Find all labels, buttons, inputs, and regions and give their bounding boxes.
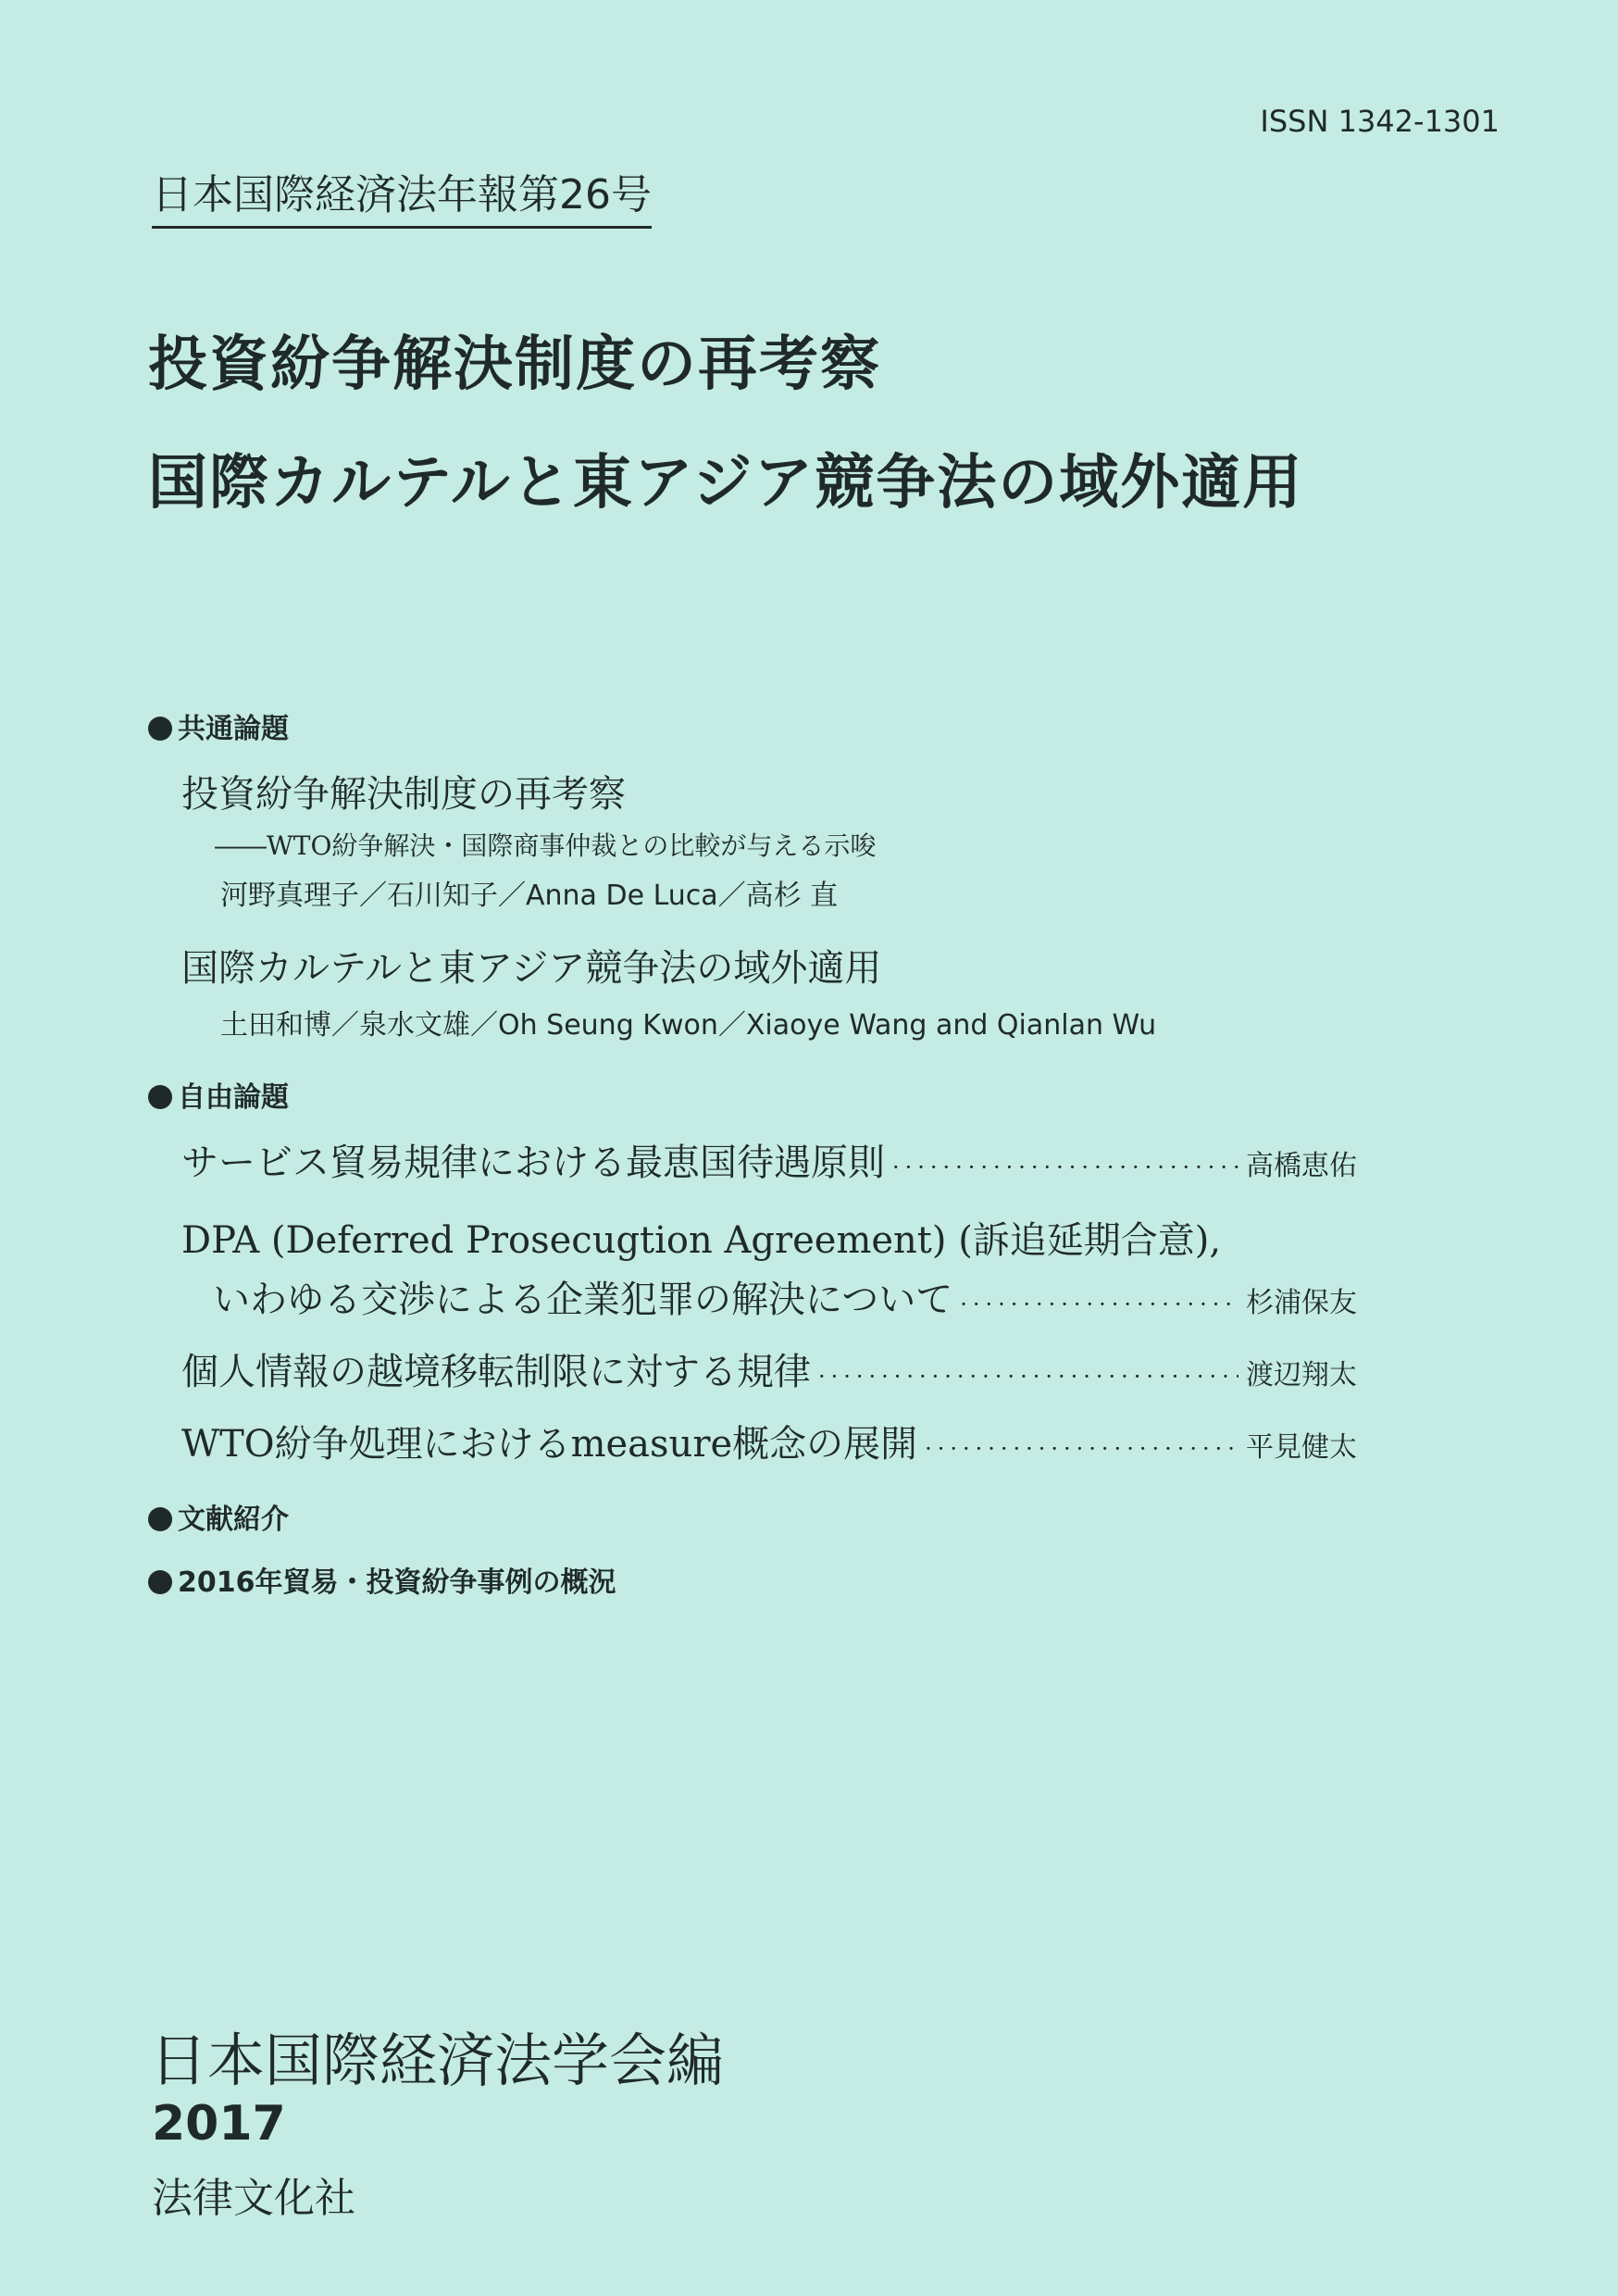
press-name: 法律文化社 xyxy=(152,2175,355,2222)
entry-title: サービス貿易規律における最恵国待遇原則 xyxy=(181,1142,885,1184)
publisher-editor: 日本国際経済法学会編 xyxy=(150,2027,725,2094)
entry-author: 渡辺翔太 xyxy=(1246,1359,1357,1391)
dot-leader xyxy=(925,1436,1238,1462)
section-label: 文献紹介 xyxy=(178,1504,289,1536)
publication-year: 2017 xyxy=(152,2096,286,2152)
main-title-2: 国際カルテルと東アジア競争法の域外適用 xyxy=(148,448,1304,518)
entry-title: WTO紛争処理におけるmeasure概念の展開 xyxy=(181,1423,918,1466)
common-topic-title: 国際カルテルと東アジア競争法の域外適用 xyxy=(181,947,882,990)
dot-leader xyxy=(818,1364,1238,1390)
section-common-topics xyxy=(148,705,289,746)
bullet-icon xyxy=(148,1570,172,1594)
section-label: 2016年貿易・投資紛争事例の概況 xyxy=(178,1566,616,1599)
section-label: 自由論題 xyxy=(178,1081,289,1114)
common-topic-title: 投資紛争解決制度の再考察 xyxy=(181,773,626,816)
entry-title: 個人情報の越境移転制限に対する規律 xyxy=(181,1351,811,1393)
series-title: 日本国際経済法年報第26号 xyxy=(152,161,652,229)
main-title-1: 投資紛争解決制度の再考察 xyxy=(148,330,881,399)
entry-author: 杉浦保友 xyxy=(1246,1287,1357,1319)
common-topic-authors: 土田和博／泉水文雄／Oh Seung Kwon／Xiaoye Wang and Qianlan Wu xyxy=(220,1009,1157,1042)
entry-title-line1: DPA (Deferred Prosecugtion Agreement) (訴追延期合意), xyxy=(181,1219,1222,1262)
issn: ISSN 1342-1301 xyxy=(1260,104,1500,139)
free-topic-entry xyxy=(181,1133,1357,1186)
entry-title: いわゆる交渉による企業犯罪の解決について xyxy=(213,1279,953,1321)
dot-leader xyxy=(892,1154,1238,1180)
free-topic-entry xyxy=(213,1270,1357,1323)
free-topic-entry xyxy=(181,1415,1357,1467)
section-cases xyxy=(148,1559,616,1600)
common-topic-authors: 河野真理子／石川知子／Anna De Luca／高杉 直 xyxy=(220,880,839,912)
section-literature xyxy=(148,1496,289,1537)
bullet-icon xyxy=(148,717,172,741)
dot-leader xyxy=(960,1292,1238,1317)
free-topic-entry xyxy=(181,1342,1357,1395)
section-label: 共通論題 xyxy=(178,713,289,745)
entry-author: 平見健太 xyxy=(1246,1431,1357,1464)
bullet-icon xyxy=(148,1507,172,1531)
section-free-topics xyxy=(148,1074,289,1115)
bullet-icon xyxy=(148,1085,172,1109)
entry-author: 高橋恵佑 xyxy=(1246,1150,1357,1182)
common-topic-subtitle: ――WTO紛争解決・国際商事仲裁との比較が与える示唆 xyxy=(215,830,877,861)
